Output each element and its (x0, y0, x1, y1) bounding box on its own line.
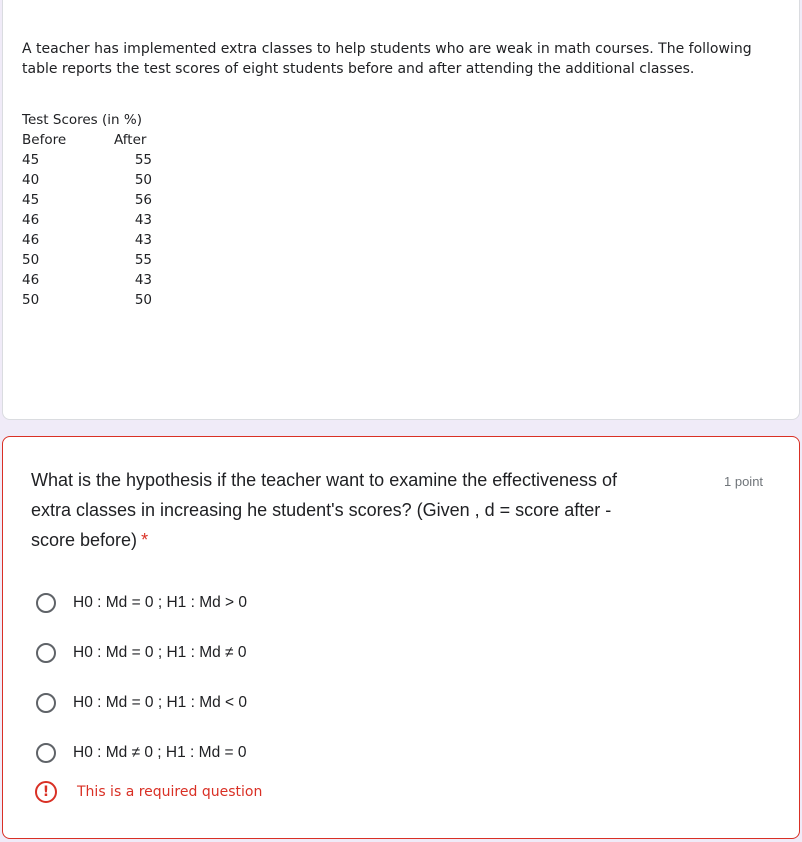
after-value: 55 (134, 252, 152, 268)
table-caption: Test Scores (in %) (22, 112, 142, 128)
option-label: H0 : Md = 0 ; H1 : Md < 0 (73, 694, 248, 711)
description-line-1: A teacher has implemented extra classes to help students who are weak in math courses. The following (22, 41, 752, 57)
after-value: 43 (134, 232, 152, 248)
radio-button[interactable] (36, 743, 56, 763)
option-4[interactable] (36, 741, 246, 765)
radio-button[interactable] (36, 643, 56, 663)
before-value: 46 (22, 232, 40, 248)
after-value: 56 (134, 192, 152, 208)
after-value: 43 (134, 272, 152, 288)
question-title (31, 465, 716, 555)
description-line-2: table reports the test scores of eight students before and after attending the additional classes. (22, 61, 695, 77)
option-3[interactable] (36, 691, 247, 715)
before-value: 46 (22, 272, 40, 288)
option-label: H0 : Md = 0 ; H1 : Md ≠ 0 (73, 644, 247, 661)
question-line-2: extra classes in increasing he student's scores? (Given , d = score after - (31, 500, 612, 520)
question-line-3 (31, 525, 716, 555)
table-row (22, 210, 152, 230)
option-2[interactable] (36, 641, 246, 665)
table-row (22, 230, 152, 250)
option-label: H0 : Md ≠ 0 ; H1 : Md = 0 (73, 744, 247, 761)
table-row (22, 290, 152, 310)
table-row (22, 150, 152, 170)
option-label: H0 : Md = 0 ; H1 : Md > 0 (73, 594, 248, 611)
question-line-1: What is the hypothesis if the teacher want to examine the effectiveness of (31, 470, 617, 490)
required-asterisk: * (141, 530, 149, 550)
table-row (22, 270, 152, 290)
after-value: 50 (134, 172, 152, 188)
table-row (22, 170, 152, 190)
before-value: 45 (22, 152, 40, 168)
question-line-3-text: score before) (31, 530, 138, 550)
before-value: 46 (22, 212, 40, 228)
after-value: 50 (134, 292, 152, 308)
before-value: 50 (22, 292, 40, 308)
before-value: 50 (22, 252, 40, 268)
before-value: 40 (22, 172, 40, 188)
option-1[interactable] (36, 591, 247, 615)
table-row (22, 250, 152, 270)
before-value: 45 (22, 192, 40, 208)
column-header-before: Before (22, 132, 67, 148)
after-value: 43 (134, 212, 152, 228)
description-text (22, 39, 762, 79)
radio-button[interactable] (36, 593, 56, 613)
error-message: This is a required question (77, 784, 263, 800)
after-value: 55 (134, 152, 152, 168)
points-label: 1 point (724, 474, 764, 489)
table-row (22, 190, 152, 210)
radio-button[interactable] (36, 693, 56, 713)
required-error (35, 781, 262, 803)
error-icon: ! (35, 781, 57, 803)
column-header-after: After (114, 132, 147, 148)
